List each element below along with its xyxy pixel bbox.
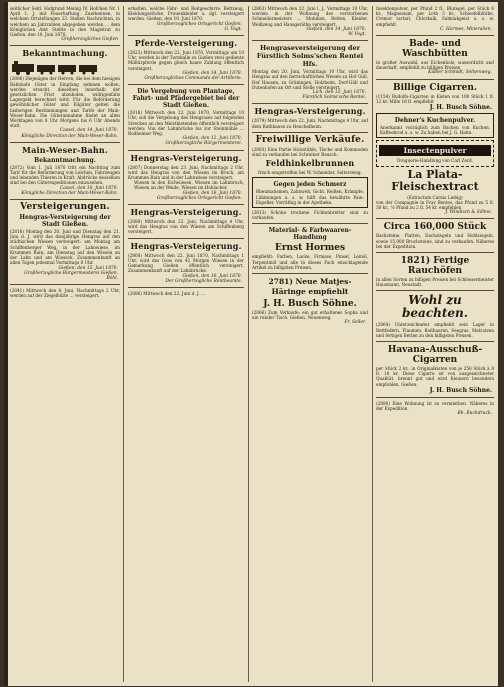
section-heading: Versteigerungen. <box>20 202 110 213</box>
notice-text: (2818) Mittwoch den 22. Juni 1870, Vormittags 10 Uhr, soll die Vergebung des Hengrases auf folgenden Strecken an den Meistbietenden öffentlich versteigert werden: Von der Lahnbrücke bis zur Steinmühle ... Rodheimer Weg. <box>128 110 244 137</box>
column-rule <box>248 6 249 682</box>
ad-signature: Kübler Schmidt, Seltersweg. <box>428 70 492 76</box>
separator <box>128 287 244 288</box>
notice-text: erhalten, welche Fahr- und Reitgeschirre, Bettzeug, Kleidungsstücke, Frauenkleider u. dgl. versteigert werden. Gießen, den 10. Juni 1870. <box>128 6 244 22</box>
column-3 <box>252 6 368 682</box>
ad-signature: Bh. Buchdruck. <box>457 411 492 417</box>
separator <box>252 273 368 274</box>
ad-heading: Insectenpulver <box>379 145 491 156</box>
notice-signature: Cassel, den 14. Juni 1870. Königliche Direction der Main-Weser-Bahn. <box>21 128 118 139</box>
ad-text: in großer Auswahl, aus Eichenholz, wasserdicht und dauerhaft, empfiehlt zu billigen Preisen <box>376 60 494 71</box>
notice-text: (2886) Mittwoch den 22. Juni d. J. ... <box>128 290 205 296</box>
separator <box>376 218 494 219</box>
section-heading: Freiwillige Verkäufe. <box>255 134 365 145</box>
separator <box>10 199 120 200</box>
separator <box>10 284 120 285</box>
advert-box <box>376 140 494 166</box>
separator <box>128 238 244 239</box>
notice-text: seitlicher Seitl, Hofgrund Meinig IV. Hofchen Nr. 1 April 1. J. mit Feuerhaftung. Zuerkennen, in welchem Ortstellungen 23. Stellen Nachrichten, in welchem an Jahrzahlen abgegeben werden ... dem Königlichen Amt Stellte in den Magistrat zu Gießen, den 10. Juni 1870. <box>10 6 120 38</box>
ad-heading: Circa 160,000 Stück <box>383 222 487 233</box>
ad-signature: Fr. Seller. <box>344 320 366 326</box>
column-1 <box>10 6 120 682</box>
separator <box>128 150 244 151</box>
ad-heading: Bade- und Waschbütten <box>402 39 468 60</box>
notice-heading: Pferde-Versteigerung. <box>134 38 238 49</box>
ad-heading: Feldhinkelbrunnen <box>265 158 355 169</box>
ad-heading: Wohl zu beachten. <box>402 293 468 321</box>
ad-signature: J. H. Busch Söhne. <box>429 386 492 394</box>
separator <box>252 40 368 41</box>
ad-text: (2813) Schöne trockene Fichtenbretter sind zu verkaufen. <box>252 210 368 221</box>
notice-text: (2880) Mittwoch den 22. Juni, Nachmittags 4 Uhr, wird das Heugras von den Wiesen am Schiffenberg versteigert. <box>128 219 244 235</box>
notice-signature: Gießen, den 15. Juni 1870. Großherzogliche Bürgermeisterei Gießen. Böhl. <box>24 265 118 281</box>
notice-signature: Gießen, den 14. Juni 1870. W. Vogt. <box>306 26 366 38</box>
notice-subheading: Bekanntmachung. <box>34 156 96 164</box>
ad-signature: C. Hormes, Mineralien. <box>439 26 492 32</box>
notice-text: (2816) Montag den 20. Juni und Dienstag den 21. Juni d. J. wird das diesjährige Hengras auf den städtischen Wiesen versteigert: am Montag am Schiffenberger Weg, in der Lahnwiese, im Krummen Rain; am Dienstag auf den Wiesen an der Lahn und am Wieseck. Zusammenkunft an allen Tagen jedesmal Vormittags 8 Uhr. <box>10 229 120 266</box>
notice-signature: Großherzogliches Ortsgericht Gießen. G. Vogt. <box>156 21 242 32</box>
notice-text: Montag den 20. Juni, Vormittags 10 Uhr, wird das Hengras auf den herrschaftlichen Wiesen zu Hof Güll, Hof Hausen, zu Grüningen, Holzheim, Dorf-Güll und Dutenhofen an Ort und Stelle versteigert. <box>252 69 368 90</box>
ad-text: per Stück 2 kr., in Originalkisten von je 250 Stück à 8 fl. 18 kr. Diese Cigarre ist von ausgezeichneter Qualität, brennt gut und wird Kennern besonders empfohlen. Gießen. <box>376 366 494 387</box>
separator <box>10 45 120 46</box>
notice-heading: Main-Weser-Bahn. <box>22 144 108 155</box>
separator <box>128 84 244 85</box>
train-illustration <box>10 60 120 74</box>
ad-text: von der Compagnie in Fray Bentos, das Pfund zu 5 fl. 30 kr., ½ Pfund zu 2 fl. 54 kr. empfehlen <box>376 199 494 211</box>
ad-heading: Gegen jeden Schmerz <box>273 181 347 189</box>
ad-signature: J. Windisch & Söhne. <box>445 210 492 216</box>
notice-text: (2883) Eine Partie Holzstühle, Tische und Kommoden sind zu verkaufen bei Schreiner Bausch. <box>252 146 368 158</box>
separator <box>376 252 494 253</box>
separator <box>252 132 368 133</box>
notice-text: (2872) Vom 1. Juli 1870 tritt ein Nachtrag zum Tarif für die Beförderung von Leichen, Fahrzeugen und lebenden Thieren in Kraft. Abdrücke desselben sind bei den Güterexpeditionen einzusehen. <box>10 164 120 186</box>
separator <box>376 290 494 291</box>
notice-heading: Hengras-Versteigerung. <box>254 106 366 117</box>
column-rule <box>372 6 373 682</box>
separator <box>128 35 244 36</box>
ad-text: Backsteine, Platten, Dachziegeln und Hohlziegeln, sowie 15,000 Bruchsteine, sind zu verkaufen. Näheres bei der Expedition. <box>376 233 494 249</box>
ad-text: empfiehlt: Farben, Lacke, Firnisse, Pinsel, Leinöl, Terpentinöl und alle in dieses Fach einschlagende Artikel zu billigsten Preisen. <box>252 254 368 270</box>
notice-signature: Lich, den 12. Juni 1870. Fürstlich Solms'sche Rentei. <box>302 90 366 101</box>
notice-text: (2806) Diejenigen der Herren, die bei dem hiesigen Bahnhofe Güter in Empfang nehmen wollen, werden ersucht, dieselben innerhalb der gesetzlichen Frist abzuholen, widrigenfalls Lagergeld berechnet wird. Für die Beförderung gewöhnlicher Güter und Eilgüter gelten die bisherigen Bestimmungen und Tarife der Main-Weser-Bahn. Die Güterannahme findet an allen Werktagen von 8 Uhr Morgens bis 6 Uhr Abends statt. <box>10 76 120 129</box>
notice-text: (2841) Mittwoch den 8. Juni, Nachmittags 2 Uhr, werden auf der Ziegelhütte ... versteigert. <box>10 288 120 299</box>
notice-list: Wiesen in den Eichwiesen, Wiesen im Lahnbruch, Wiesen an der Weide, Wiesen im Hohlacker. <box>134 180 244 191</box>
ad-text: Anerkannt vorzüglich zum Backen von Kuchen, Kaffeebrod u. s. w. Zu haben bei J. G. Hahn. <box>380 125 490 136</box>
separator <box>376 79 494 80</box>
column-rule <box>123 6 124 682</box>
notice-signature: Gießen, den 16. Juni 1870. Großherzogliches Ortsgericht Gießen. <box>156 190 242 201</box>
separator <box>252 223 368 224</box>
newspaper-page <box>4 2 498 686</box>
separator <box>252 103 368 104</box>
notice-signature: Gießen, den 14. Juni 1870. Großherzogliches Commando der Artillerie. <box>144 70 242 82</box>
ad-text: (1154) Rudolfo-Cigarren in Kisten von 100 Stück 1 fl. 12 kr. Mille 16 fl. empfiehlt <box>376 93 494 104</box>
separator <box>376 397 494 398</box>
notice-text: (2807) Donnerstag den 23. Juni, Nachmittags 2 Uhr, wird das Heugras von den Wiesen im Bruch, am Krummen Rain und in der Lahnwiese versteigert. <box>128 164 244 181</box>
ad-text: in allen Sorten zu billigen Preisen bei Schlossermeister Hausmann, Neustadt. <box>376 277 494 288</box>
notice-signature: Gießen, den 12. Juni 1870. Großherzogliche Bürgermeisterei. <box>165 136 242 147</box>
notice-heading: Hengras-Versteigerung. <box>130 240 242 251</box>
ad-heading: La Plata-Fleischextract <box>391 167 479 193</box>
notice-heading: Hengras-Versteigerung. <box>130 152 242 163</box>
ad-heading: Billige Cigarren. <box>392 82 478 93</box>
notice-heading: Bekanntmachung. <box>22 48 108 59</box>
ad-text: Insektenpulver, per Pfund 2 fl., Blutegel, per Stück 6 kr., Magnesium, per Loth 3 kr., Schwefelblüthe, Cremor tartari, Chlorkalk, Salmiakgeist u. s. w. empfiehlt <box>376 6 494 27</box>
ad-heading: Dehner's Kuchenpulver. <box>394 117 476 125</box>
notice-heading: Hengraseversteigerung der Fürstlich Solms'schen Rentei Hfs. <box>256 44 364 69</box>
notice-subheading: Die Vergebung von Plantage, Fahrt- und Pfädergebiet bei der Stadt Gießen. <box>132 88 240 110</box>
ad-name: Ernst Hormes <box>274 243 346 254</box>
notice-text: (2863) Mittwoch den 22. Juni l. J., Vormittags 10 Uhr, werden in der Wohnung des verstorbenen Schneidermeisters ... Mobilien, Betten, Kleider, Weißzeug und Hausgeräthe versteigert. <box>252 6 368 27</box>
ad-heading: 2781) Neue Matjes-Häringe empfiehlt <box>268 277 352 297</box>
ad-text: (2866) Zum Verkaufe: ein gut erhaltenes Sopha und ein runder Tisch. Gießen, Neuenweg. <box>252 310 368 321</box>
ad-heading: Material- & Farbwaaren-Handlung <box>268 227 352 242</box>
notice-signature: Gießen, den 16. Juni 1870. Der Großherzogliche Rentbeamte. <box>165 273 242 284</box>
ad-text: (2890) Eine Wohnung ist zu vermiethen. Näheres in der Expedition. <box>376 400 494 412</box>
column-2 <box>128 6 244 682</box>
separator <box>376 35 494 36</box>
ad-heading: 1821) Fertige Rauchöfen <box>400 256 470 277</box>
column-4 <box>376 6 494 682</box>
page-binding <box>4 2 8 686</box>
advert-box <box>376 113 494 138</box>
notice-subheading: Hengras-Versteigerung der Stadt Gießen. <box>19 214 111 229</box>
ad-name: J. H. Busch Söhne. <box>263 299 357 310</box>
notice-heading: Hengras-Versteigerung. <box>130 207 242 218</box>
ad-heading: Havana-Ausschuß-Cigarren <box>387 345 483 366</box>
separator <box>128 204 244 205</box>
separator <box>376 341 494 342</box>
separator <box>10 142 120 143</box>
notice-signature: Großherzogliches Gießen <box>61 37 118 43</box>
notice-text: (2860) Mittwoch den 22. Juni 1870, Nachmittags 1 Uhr, wird das Gras von 42 Morgen Wiesen in der Gemarkung Gießen öffentlich versteigert. Zusammenkunft auf der Lahnbrücke. <box>128 252 244 274</box>
ad-text: (2864) Unterzeichneter empfiehlt sein Lager in Bettfedern, Flaumen, Roßhaaren, Seegras, Matratzen und fertigen Betten zu den billigsten Preisen. <box>376 322 494 338</box>
ad-text: Droguerie-Handlung von Carl Zerd. <box>397 158 473 164</box>
advert-box <box>252 177 368 208</box>
notice-text: (2879) Mittwoch den 22. Juni, Nachmittags 4 Uhr, auf dem Rathhause zu Heuchelheim. <box>252 118 368 129</box>
ad-signature: J. H. Busch Söhne. <box>429 104 492 112</box>
notice-text: (2823) Mittwoch den 22. Juni 1870, Vormittags um 10 Uhr, werden in der Turnhalle zu Gießen zwei gediente Militärpferde gegen gleich baare Zahlung öffentlich versteigert. <box>128 50 244 71</box>
ad-text: Rheumatismen, Zahnweh, Gicht, Reißen, Krämpfe, Lähmungen u. s. w. hilft das bewährte Pain-Expeller. Vorräthig in der Apotheke. <box>256 189 365 205</box>
notice-signature: Cassel, den 10. Juni 1870. Königliche Direction der Main-Weser-Bahn. <box>21 185 118 196</box>
ad-text: frisch eingetroffen bei W. Schneider, Seltersweg. <box>258 170 362 176</box>
ad-subheading: (Extractum Carnis Liebig) <box>407 194 463 200</box>
